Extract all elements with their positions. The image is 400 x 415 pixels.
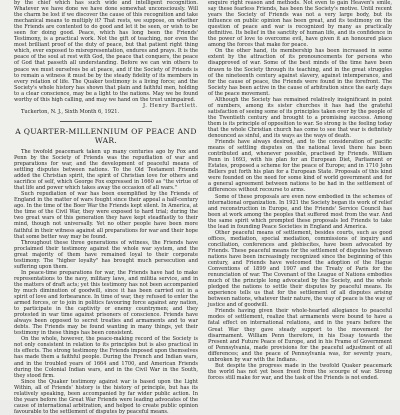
article-paragraph: Other peaceful means of settlement, besides courts, such as good offices, mediation, special mediation, commissions of inquiry and conciliation, conferences and plebiscites, have been advocated by Friends. These peaceful means for the settlement of disputes between nations have been increasingly recognized since the beginning of this century, and Friends have welcomed the adoption of the Hague Conventions of 1899 and 1907 and the Treaty of Paris for the renunciation of war. The Covenant of the League of Nations embodies much of the principle long advocated by the Society, and the whole pledged the nations to settle their disputes by peaceful means. Its experience tells us that for the settlement of all disputes arising between nations, whatever their nature, the way of peace is the way of justice and of goodwill. <box>208 229 392 309</box>
article-paragraph: In peace-time preparations for war, the Friends have had to make representations to the navy, military laws, and militia service, and in the matters of draft acts; yet this testimony has not been accompanied by much diminution of goodwill, since it has been carried out in a spirit of love and forbearance. In time of war, they refused to enter the armed forces, or to join in politics favouring force against any nation, to participate in the captivity or enemy countrymen; and they protested in war time against prisoners of conscience. Friends have always been opposed to secret treaties and armaments and to war debts. The Friends may be found wanting in many things, yet their testimony in these things has been consistent. <box>14 269 198 337</box>
author-signature: J. Henry Bartlett. <box>143 102 198 109</box>
article-paragraph: Throughout these three generations of witness, the Friends have proclaimed their testimony against the whole war system, and the great majority of them have remained loyal to their corporate testimony. The "higher loyalty" has brought much persecution and suffering upon them. <box>14 239 198 270</box>
article-paragraph: Some of these proposals are even now embodied in the schemes of international organization. In 1921 the Society began its work of relief and reconstruction in Europe, and the Friends' Service Council has been at work among the peoples that suffered most from the war. And the same spirit which prompted these proposals led Friends to take the lead in founding Peace Societies in England and America. <box>208 193 392 230</box>
article-paragraph: Friends having given their whole-hearted allegiance to peaceful modes of settlement, realize that armaments were bound to have a fatal effect on international relations, and in the years before the Great War they gave steady support to the movement for disarmament. William Penn therefore, in his Essay towards the Present and Future Peace of Europe, and in his Frame of Government of Pennsylvania, made provisions for the peaceful adjustment of all differences; and the peace of Pennsylvania was, for seventy years, unbroken by war with the Indians. <box>208 308 392 363</box>
article-paragraph: enquire right reason and methods. Not even to gain Heaven's smile, say these fearless Friends, has been the Society's motive. Until recent years the Society of Friends was not a very large body, but its influence on public opinion has been great, and its testimony on the question of peace and war is recognized by many as practically definitive. Its belief in the sanctity of human life, and its confidence in the power of love to overcome evil, have given it an honoured place among the forces that make for peace. <box>208 0 392 49</box>
article-paragraph: Such repudiation of war has been exemplified by the Friends of England in the matter of wars fought since their appeal a half-century ago. In the time of the Boer War the Friends kept silent. In America, at the time of the Civil War, they were exposed to hard trial; during the two great wars of this generation they have kept steadfastly to their mind, though not universally. Yet no other people have been more faithful in their witness against all preparations for war and their hope that some better way may be found. <box>14 191 198 240</box>
dateline: Tuckerton, N. J., Sixth Month 6, 1921. <box>21 108 120 115</box>
left-column <box>14 0 198 415</box>
article-body-left <box>14 149 198 415</box>
section-divider <box>60 121 152 122</box>
article-paragraph: But despite the progress made in the twofold Quaker peacemark the world has not yet been freed from the scourge of war. Strong forces still make for war, and the task of the Friends is not ended. <box>208 362 392 381</box>
article-heading: A QUARTER-MILLENNIUM OF PEACE AND WAR. <box>15 126 197 145</box>
article-paragraph: On the whole, however, the peace-making record of the Society is not only consistent in relation to its principles but is also practical in its effects. The strong testimony the Friends imposed upon themselves has made them a faithful people. During the French and Indian wars, and in the troubled years of 1664 and 1700, and American Friends during the Colonial Indian wars, and in the Civil War in the South, they stood firm. <box>14 336 198 379</box>
article-paragraph: Friends have always desired, and to the consideration of pacific means of settling disputes on the national level there has been contributed and, whenever possible, practised by Friends. William Penn in 1693, with his plan for an European Diet, Parliament or Estates, proposed a scheme for the peace of Europe; and in 1710 John Bellers put forth his plan for a European State. Proposals of this kind were founded on the need for some kind of world government and for a general agreement between nations to be had in the settlement of differences without recourse to arms. <box>208 139 392 194</box>
closing-paragraph: by the chief which has such wide and intelligent recognition. Whatever we have done we have done somewhat unconsciously. Will the charm be lost if we discover the cause of this recognition and take mechanical means to multiply it? That rests, we suppose, on whether the Friends are contented to do good and let it be seen, or wish to be seen for doing good. Peace, which has long been the Friends' Testimony, is a practical work. Not the gift of teaching, nor even the most brilliant proof of the duty of peace, but that patient right thing which, ever exposed to misrepresentation, endures and prays. It is the peace of the soul at rest with God, the peace that conquers, the peace of God that passeth all understanding. Before we can win others to peace we must ourselves be at peace, and if the Society of Friends is to remain a witness it must be by the steady fidelity of its members in every relation of life. The Quaker testimony is a living force; and the Society's whole history has shown that plain and faithful men, holding to a clear conscience, may be a light to the nations. May we be found worthy of this high calling, and may we hand on the trust unimpaired. <box>14 0 198 103</box>
right-column <box>208 0 392 381</box>
article-paragraph: Although the Society has remained relatively insignificant in point of numbers, among its sister churches it has had the grateful satisfaction of seeing some of its principles taken over by the people of the Twentieth century and brought to a promising success. Among them is its principle of opposition to war. So strong is the feeling today that the whole Christian church has come to see that war is definitely denounced as sinful, and its ways as the ways of death. <box>208 96 392 140</box>
article-paragraph: On the other hand, its membership has been increased in some extent by the attraction of its pronouncements for persons who disapproved of war. Some of the best minds of the time have been drawn to the Society through its teaching, and in the great struggles of the nineteenth century against slavery, against intemperance, and for the cause of peace, the Friends were found in the forefront. The Society has been active in the cause of arbitration since the early days of the peace movement. <box>208 48 392 97</box>
article-paragraph: Since the Quaker testimony against war is based upon the Light Within, all of Friends' history is the history of principle, but has its relatively speaking, been accompanied by far wider public action. In the years before the Great War Friends were leading advocates of the cause of international arbitration, and helped to create public opinion favourable to the settlement of disputes by peaceful means. <box>14 378 198 415</box>
article-paragraph: The twofold peacemark taken up many centuries ago by Fox and Penn by the Society of Friends was the repudiation of war and preparations for war, and the development of peaceful means of settling disputes between nations. To the Old Testament Friends added the Christian spirit, the spirit of Christian love for others and sacrifice of self, which George Fox expressed in 1660 as "the virtue of that life and power which takes away the occasion of all wars." <box>14 148 198 192</box>
